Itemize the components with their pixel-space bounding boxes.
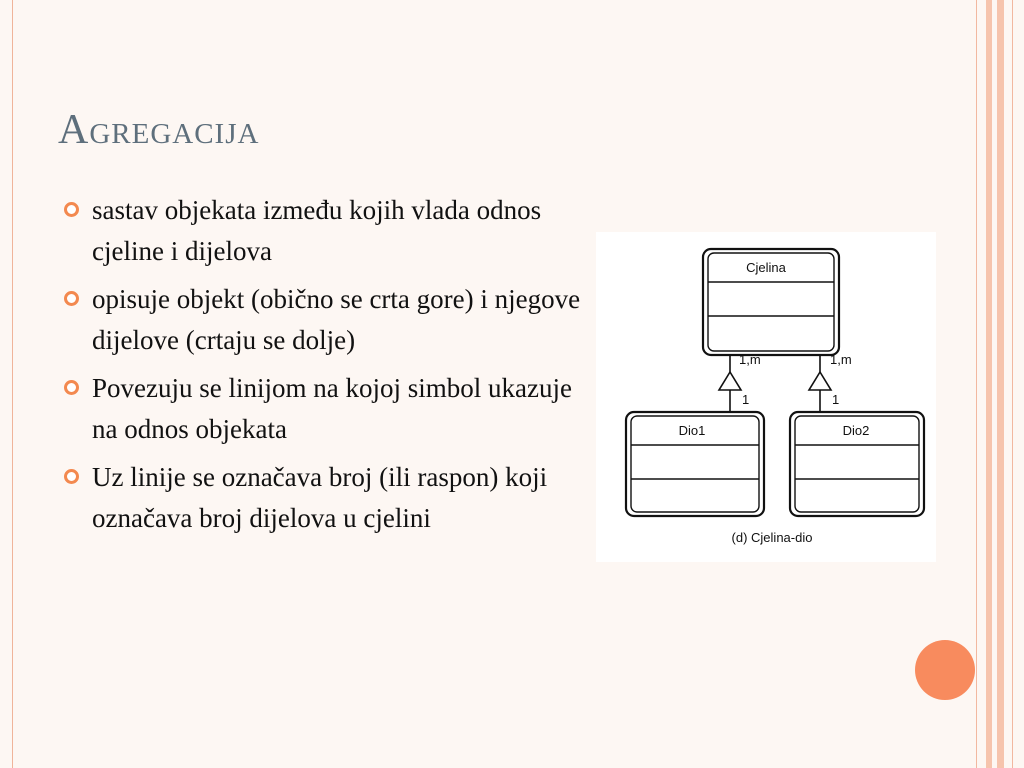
- part2-class-label: Dio2: [842, 423, 870, 438]
- bullet-item: [64, 279, 584, 361]
- multiplicity-label: 1,m: [830, 352, 852, 367]
- bullet-text: Povezuju se linijom na kojoj simbol ukazuje na odnos objekata: [92, 373, 572, 444]
- bullet-text: opisuje objekt (obično se crta gore) i njegove dijelove (crtaju se dolje): [92, 284, 581, 355]
- bullet-item: [64, 457, 584, 539]
- bullet-text: Uz linije se označava broj (ili raspon) koji označava broj dijelova u cjelini: [92, 462, 548, 533]
- multiplicity-label: 1: [742, 392, 750, 407]
- right-border-stripe: [1012, 0, 1013, 768]
- aggregation-diagram: [596, 232, 936, 562]
- bullet-ring-icon: [64, 380, 79, 395]
- bullet-list: [64, 190, 584, 546]
- bullet-item: [64, 368, 584, 450]
- diagram-caption: (d) Cjelina-dio: [731, 530, 813, 545]
- multiplicity-label: 1,m: [739, 352, 761, 367]
- decorative-circle: [915, 640, 975, 700]
- multiplicity-label: 1: [832, 392, 840, 407]
- part1-class-box: [626, 412, 764, 516]
- left-border-line: [0, 0, 13, 768]
- right-border-stripe: [976, 0, 977, 768]
- bullet-ring-icon: [64, 202, 79, 217]
- whole-class-label: Cjelina: [746, 260, 786, 275]
- bullet-item: [64, 190, 584, 272]
- bullet-ring-icon: [64, 291, 79, 306]
- bullet-text: sastav objekata između kojih vlada odnos cjeline i dijelova: [92, 195, 542, 266]
- part2-class-box: [790, 412, 924, 516]
- right-border-stripe: [997, 0, 1004, 768]
- slide-title: Agregacija: [58, 107, 260, 153]
- part1-class-label: Dio1: [678, 423, 706, 438]
- whole-class-box: [703, 249, 839, 355]
- right-border-stripe: [986, 0, 992, 768]
- bullet-ring-icon: [64, 469, 79, 484]
